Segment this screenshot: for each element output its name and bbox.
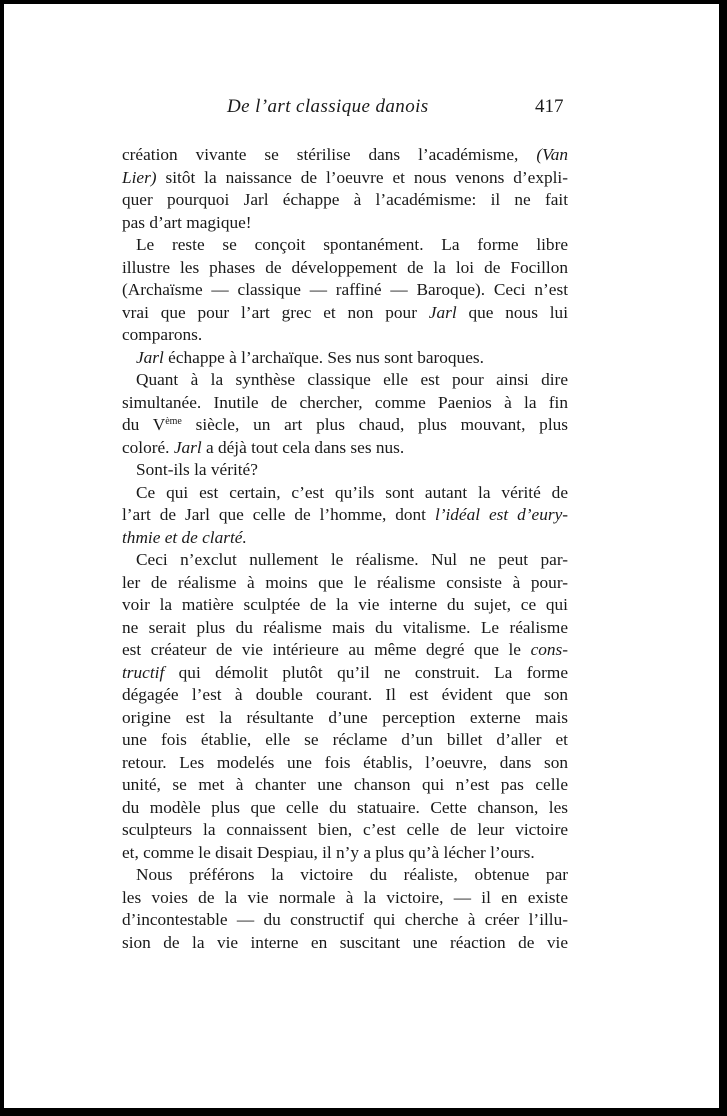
text-line: d’incontestable — du constructif qui cherche à créer l’illu- [122, 910, 568, 929]
text-line: quer pourquoi Jarl échappe à l’académisme: il ne fait [122, 190, 568, 209]
text-line: sion de la vie interne en suscitant une réaction de vie [122, 932, 568, 952]
text-line: origine est la résultante d’une perception externe mais [122, 707, 568, 727]
text-line: unité, se met à chanter une chanson qui n’est pas celle [122, 775, 568, 794]
text-line: est créateur de vie intérieure au même degré que le cons- [122, 640, 568, 659]
text-line: et, comme le disait Despiau, il n’y a plus qu’à lécher l’ours. [122, 842, 535, 862]
text-line: retour. Les modelés une fois établis, l’oeuvre, dans son [122, 752, 568, 772]
text-line: pas d’art magique! [122, 212, 252, 232]
text-line: du modèle plus que celle du statuaire. Cette chanson, les [122, 797, 568, 817]
book-page [4, 4, 719, 1108]
text-line: l’art de Jarl que celle de l’homme, dont l’idéal est d’eury- [122, 505, 568, 524]
paragraph [122, 347, 568, 370]
text-line: ler de réalisme à moins que le réalisme consiste à pour- [122, 572, 568, 592]
paragraph [122, 864, 568, 954]
body-text [122, 144, 568, 954]
text-line: thmie et de clarté. [122, 527, 247, 547]
text-line: comparons. [122, 325, 203, 344]
text-line: les voies de la vie normale à la victoire, — il en existe [122, 887, 568, 907]
text-line: voir la matière sculptée de la vie interne du sujet, ce qui [122, 595, 568, 614]
text-line: tructif qui démolit plutôt qu’il ne construit. La forme [122, 662, 568, 682]
text-line: Le reste se conçoit spontanément. La forme libre [136, 235, 568, 254]
text-line: Jarl échappe à l’archaïque. Ses nus sont baroques. [136, 347, 484, 367]
text-line: (Archaïsme — classique — raffiné — Baroque). Ceci n’est [122, 280, 568, 299]
paragraph [122, 482, 568, 550]
text-line: Ce qui est certain, c’est qu’ils sont autant la vérité de [136, 482, 568, 502]
text-line: dégagée l’est à double courant. Il est évident que son [122, 685, 568, 704]
text-line: Quant à la synthèse classique elle est pour ainsi dire [136, 370, 568, 389]
paragraph [122, 459, 568, 482]
text-line: une fois établie, elle se réclame d’un billet d’aller et [122, 730, 568, 749]
paragraph [122, 549, 568, 864]
text-line: illustre les phases de développement de la loi de Focillon [122, 257, 568, 277]
running-head [4, 96, 719, 122]
text-line: création vivante se stérilise dans l’académisme, (Van [122, 145, 568, 164]
text-line: simultanée. Inutile de chercher, comme Paenios à la fin [122, 392, 568, 412]
paragraph [122, 234, 568, 347]
paragraph [122, 369, 568, 459]
text-line: coloré. Jarl a déjà tout cela dans ses nus. [122, 437, 405, 457]
text-line: vrai que pour l’art grec et non pour Jarl que nous lui [122, 302, 568, 322]
page-number: 417 [535, 96, 564, 117]
running-title: De l’art classique danois [227, 96, 429, 117]
text-line: du Vème siècle, un art plus chaud, plus mouvant, plus [122, 415, 568, 434]
text-line: ne serait plus du réalisme mais du vitalisme. Le réalisme [122, 617, 568, 637]
text-line: Nous préférons la victoire du réaliste, obtenue par [136, 865, 568, 884]
text-line: sculpteurs la connaissent bien, c’est celle de leur victoire [122, 820, 568, 839]
text-line: Ceci n’exclut nullement le réalisme. Nul ne peut par- [136, 550, 568, 569]
text-line: Lier) sitôt la naissance de l’oeuvre et nous venons d’expli- [122, 167, 568, 187]
text-line: Sont-ils la vérité? [136, 460, 258, 479]
paragraph [122, 144, 568, 234]
